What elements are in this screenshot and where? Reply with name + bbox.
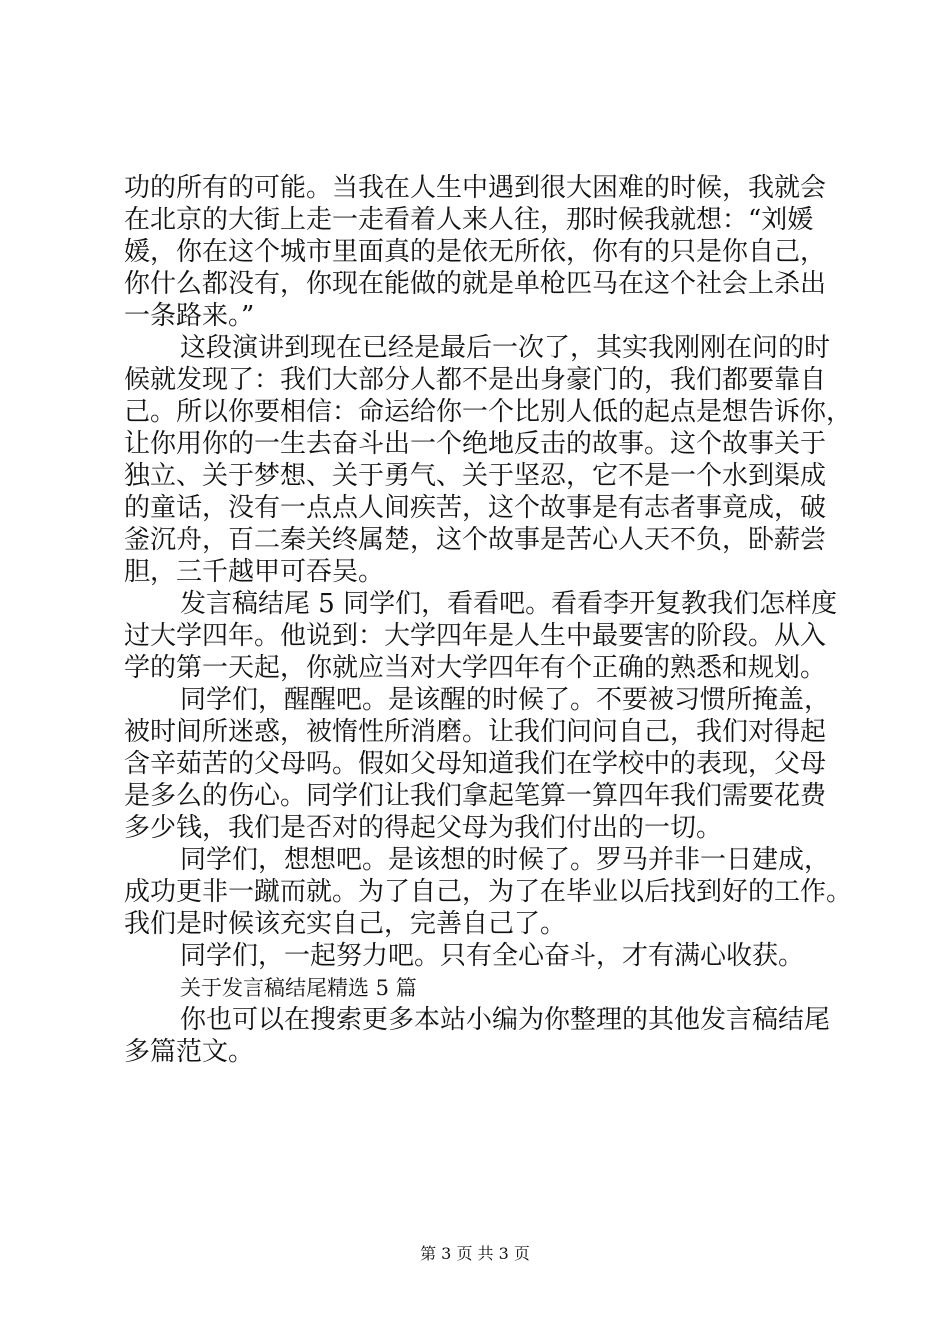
paragraph-start: 同学们，一起努力吧。只有全心奋斗，才有满心收获。	[180, 941, 805, 971]
text-line: 一条路来。”	[124, 301, 255, 331]
text-line: 独立、关于梦想、关于勇气、关于坚忍，它不是一个水到渠成	[124, 461, 827, 491]
text-line: 我们是时候该充实自己，完善自己了。	[124, 909, 567, 939]
text-line: 功的所有的可能。当我在人生中遇到很大困难的时候，我就会	[124, 173, 827, 203]
paragraph-start: 同学们，想想吧。是该想的时候了。罗马并非一日建成，	[180, 845, 831, 875]
text-line: 在北京的大街上走一走看着人来人往，那时候我就想：“刘媛	[124, 205, 814, 235]
text-line: 是多么的伤心。同学们让我们拿起笔算一算四年我们需要花费	[124, 781, 827, 811]
text-line: 学的第一天起，你就应当对大学四年有个正确的熟悉和规划。	[124, 653, 827, 683]
text-line: 的童话，没有一点点人间疾苦，这个故事是有志者事竟成，破	[124, 493, 827, 523]
paragraph-start: 同学们，醒醒吧。是该醒的时候了。不要被习惯所掩盖，	[180, 685, 831, 715]
paragraph-start: 发言稿结尾 5 同学们，看看吧。看看李开复教我们怎样度	[180, 589, 838, 619]
section-heading: 关于发言稿结尾精选 5 篇	[180, 976, 417, 1000]
text-line: 多少钱，我们是否对的得起父母为我们付出的一切。	[124, 813, 723, 843]
document-body	[124, 172, 853, 1068]
text-line: 含辛茹苦的父母吗。假如父母知道我们在学校中的表现，父母	[124, 749, 827, 779]
text-line: 多篇范文。	[124, 1037, 255, 1067]
text-line: 釜沉舟，百二秦关终属楚，这个故事是苦心人天不负，卧薪尝	[124, 525, 827, 555]
text-line: 你什么都没有，你现在能做的就是单枪匹马在这个社会上杀出	[124, 269, 827, 299]
paragraph-start: 你也可以在搜索更多本站小编为你整理的其他发言稿结尾	[180, 1005, 831, 1035]
page-number-footer: 第 3 页 共 3 页	[420, 1244, 530, 1263]
text-line: 让你用你的一生去奋斗出一个绝地反击的故事。这个故事关于	[124, 429, 827, 459]
text-line: 成功更非一蹴而就。为了自己，为了在毕业以后找到好的工作。	[124, 877, 853, 907]
text-line: 媛，你在这个城市里面真的是依无所依，你有的只是你自己，	[124, 237, 827, 267]
text-line: 被时间所迷惑，被惰性所消磨。让我们问问自己，我们对得起	[124, 717, 827, 747]
text-line: 候就发现了：我们大部分人都不是出身豪门的，我们都要靠自	[124, 365, 827, 395]
paragraph-start: 这段演讲到现在已经是最后一次了，其实我刚刚在问的时	[180, 333, 831, 363]
text-line: 胆，三千越甲可吞吴。	[124, 557, 385, 587]
text-line: 过大学四年。他说到：大学四年是人生中最要害的阶段。从入	[124, 621, 827, 651]
text-line: 己。所以你要相信：命运给你一个比别人低的起点是想告诉你，	[124, 397, 853, 427]
